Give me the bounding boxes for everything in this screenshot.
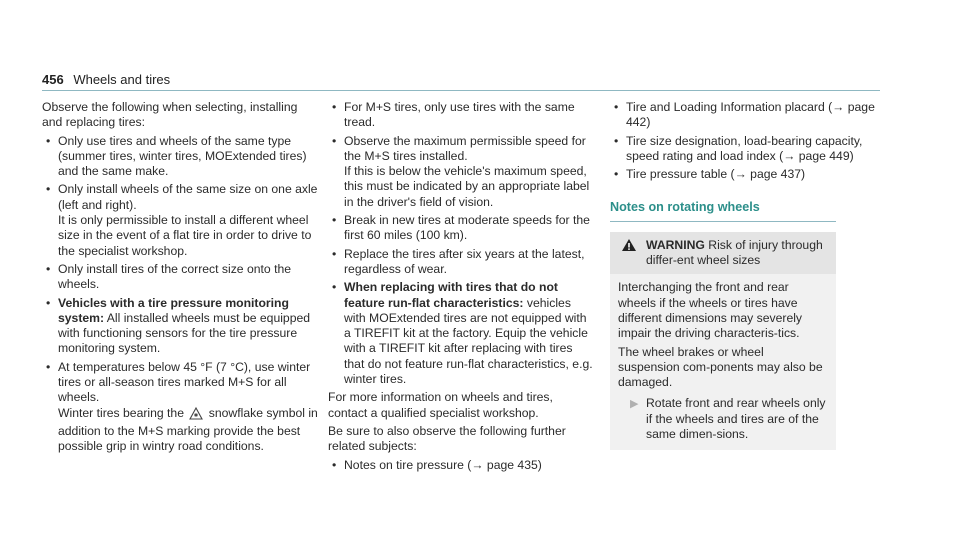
page-number: 456 bbox=[42, 72, 64, 87]
section-divider bbox=[610, 221, 836, 222]
warning-body bbox=[610, 274, 836, 450]
tire-rules-list-2 bbox=[328, 100, 594, 387]
warning-paragraph: The wheel brakes or wheel suspension com-ponents may also be damaged. bbox=[618, 344, 823, 390]
list-item-note: It is only permissible to install a different wheel size in the event of a flat tire in order to drive to the specialist workshop. bbox=[58, 213, 312, 258]
snowflake-mountain-icon bbox=[189, 406, 203, 424]
reference-link[interactable]: • Tire and Loading Information placard (→ page 442) bbox=[614, 100, 875, 130]
page-header-title: Wheels and tires bbox=[73, 72, 171, 87]
related-link[interactable]: • Notes on tire pressure (→ page 435) bbox=[332, 457, 542, 472]
warning-header bbox=[610, 232, 836, 275]
list-item: • Only install wheels of the same size on one axle (left and right). It is only permissible to install a different wheel size in the event of a flat tire in order to drive to the specialist workshop. bbox=[42, 182, 320, 258]
list-item-note: If this is below the vehicle's maximum speed, this must be indicated by an appropriate label in the driver's field of vision. bbox=[344, 164, 590, 209]
reference-link[interactable]: • Tire size designation, load-bearing capacity, speed rating and load index (→ page 449) bbox=[614, 133, 863, 163]
warning-head-text: Risk of injury through differ-ent wheel sizes bbox=[646, 237, 823, 268]
list-item: • For M+S tires, only use tires with the same tread. bbox=[332, 100, 575, 130]
list-item-note: Winter tires bearing the snowflake symbol in addition to the M+S marking provide the best possible grip in wintry road conditions. bbox=[58, 405, 318, 454]
instruction-step: ▶ Rotate front and rear wheels only if the wheels and tires are of the same dimen-sions. bbox=[630, 396, 826, 442]
related-intro-text: Be sure to also observe the following further related subjects: bbox=[328, 423, 566, 454]
list-item: • At temperatures below 45 °F (7 °C), use winter tires or all-season tires marked M+S for all wheels. Winter tires bearing the snowflake symbol in addition to the M+S marking provide the best possible grip in wintry road conditions. bbox=[42, 360, 320, 455]
play-arrow-icon: ▶ bbox=[630, 398, 639, 411]
page-header bbox=[42, 72, 170, 87]
column-1 bbox=[42, 100, 320, 458]
list-item: • Observe the maximum permissible speed for the M+S tires installed. If this is below the vehicle's maximum speed, this must be indicated by an appropriate label in the driver's field of vision. bbox=[328, 134, 594, 210]
related-list bbox=[328, 458, 594, 473]
list-item: • Vehicles with a tire pressure monitoring system: All installed wheels must be equipped with functioning sensors for the tire pressure monitoring system. bbox=[46, 295, 311, 356]
tire-rules-list bbox=[42, 134, 320, 455]
more-info-text: For more information on wheels and tires, contact a qualified specialist workshop. bbox=[328, 390, 553, 420]
warning-paragraph: Interchanging the front and rear wheels if the wheels or tires have different dimensions may severely impair the driving characteris-tics. bbox=[618, 280, 803, 341]
warning-box bbox=[610, 232, 836, 451]
intro-text: Observe the following when selecting, installing and replacing tires: bbox=[42, 100, 298, 130]
list-item: • Replace the tires after six years at the latest, regardless of wear. bbox=[332, 246, 585, 276]
reference-link[interactable]: • Tire pressure table (→ page 437) bbox=[614, 167, 806, 182]
list-item: • Only use tires and wheels of the same type (summer tires, winter tires, MOExtended tires) and the same make. bbox=[46, 133, 307, 179]
column-3 bbox=[610, 100, 880, 450]
header-divider bbox=[42, 90, 880, 91]
list-item: • Break in new tires at moderate speeds for the first 60 miles (100 km). bbox=[332, 213, 590, 243]
warning-triangle-icon bbox=[621, 238, 637, 256]
reference-list bbox=[610, 100, 880, 182]
list-item: • Only install tires of the correct size onto the wheels. bbox=[46, 261, 292, 292]
warning-label: WARNING bbox=[646, 237, 705, 252]
section-title: Notes on rotating wheels bbox=[610, 200, 760, 215]
list-item: • When replacing with tires that do not feature run-flat characteristics: vehicles with MOExtended tires are not equipped with a TIREFIT kit at the factory. Equip the vehicle with a TIREFIT kit after replacing with tires that do not feature run-flat characteristics, e.g. winter tires. bbox=[332, 280, 593, 387]
column-2 bbox=[328, 100, 594, 476]
